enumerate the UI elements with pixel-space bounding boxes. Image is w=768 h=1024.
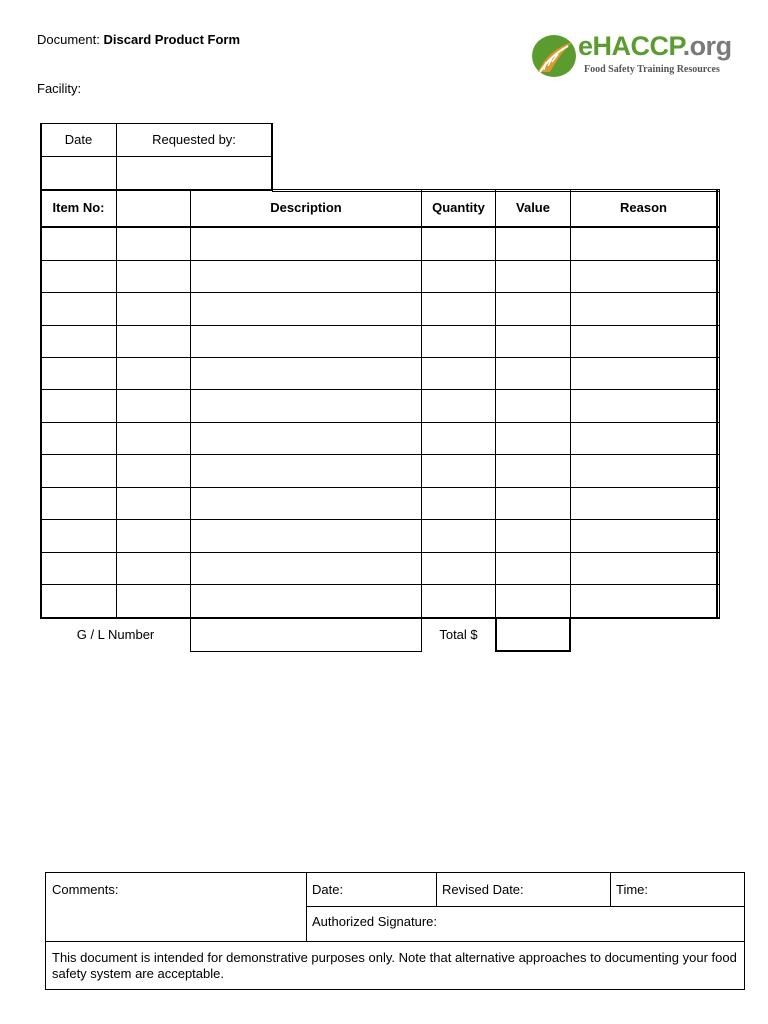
description-header: Description: [270, 200, 342, 215]
table-row[interactable]: [42, 488, 718, 519]
comments-label: Comments:: [52, 882, 119, 897]
gl-number-field[interactable]: [192, 620, 420, 650]
document-title-line: [37, 32, 240, 47]
leaf-logo-icon: [530, 32, 578, 78]
table-row[interactable]: [42, 358, 718, 389]
table-row[interactable]: [42, 326, 718, 357]
table-row[interactable]: [42, 553, 718, 584]
value-header: Value: [516, 200, 550, 215]
total-field[interactable]: [498, 620, 568, 649]
quantity-header: Quantity: [432, 200, 485, 215]
footer-date-label: Date:: [312, 882, 344, 897]
total-label: Total $: [439, 627, 478, 642]
table-row[interactable]: [42, 390, 718, 421]
requested-by-header: Requested by:: [152, 132, 236, 147]
facility-label: Facility:: [37, 81, 82, 96]
table-row[interactable]: [42, 585, 718, 616]
logo-wordmark: eHACCP.org: [578, 31, 732, 61]
table-row[interactable]: [42, 228, 718, 259]
table-row[interactable]: [42, 293, 718, 324]
time-label: Time:: [616, 882, 649, 897]
document-title: Discard Product Form: [103, 32, 241, 47]
table-row[interactable]: [42, 261, 718, 292]
table-row[interactable]: [42, 520, 718, 551]
table-row[interactable]: [42, 423, 718, 454]
disclaimer-text: This document is intended for demonstrative purposes only. Note that alternative approaches to documenting your food safety system are acceptable.: [52, 950, 737, 981]
gl-number-label: G / L Number: [76, 627, 155, 642]
requested-by-field[interactable]: [118, 158, 270, 188]
authorized-signature-label: Authorized Signature:: [312, 914, 438, 929]
revised-date-label: Revised Date:: [442, 882, 524, 897]
table-row[interactable]: [42, 455, 718, 486]
reason-header: Reason: [620, 200, 667, 215]
date-field[interactable]: [42, 158, 115, 188]
item-no-header: Item No:: [52, 200, 105, 215]
document-label: Document:: [37, 32, 100, 47]
date-header: Date: [64, 132, 93, 147]
footer-box: [45, 872, 745, 990]
logo-tagline: Food Safety Training Resources: [584, 64, 720, 75]
